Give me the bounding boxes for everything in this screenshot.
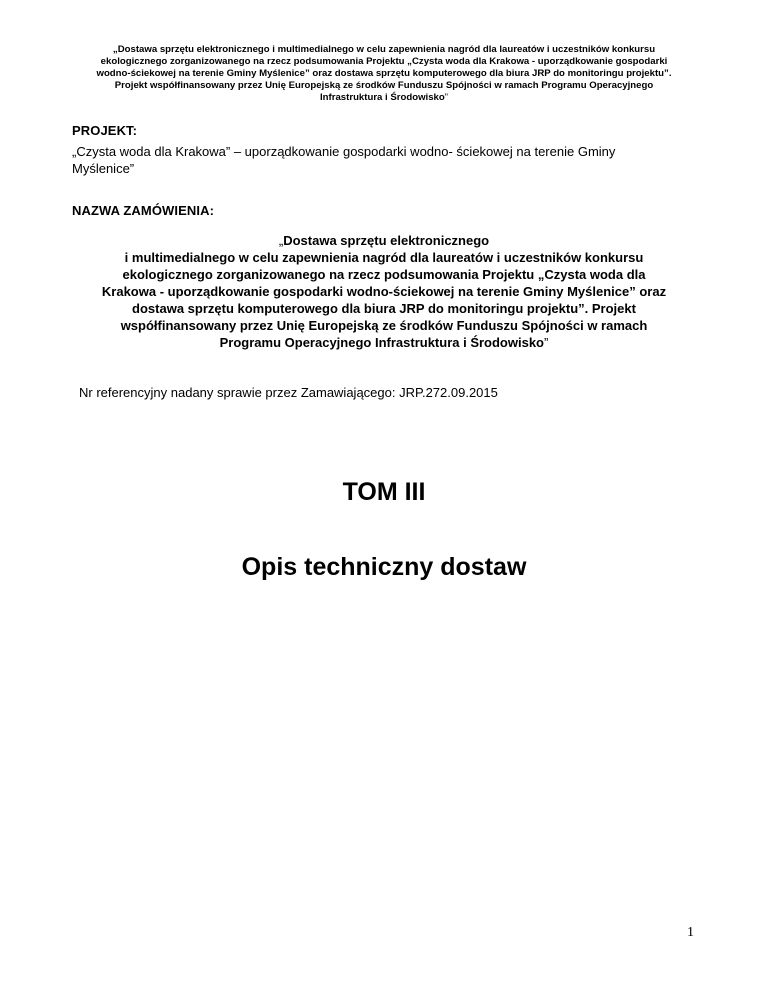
order-title bbox=[58, 232, 710, 351]
page-number: 1 bbox=[687, 925, 694, 940]
order-title-text: Dostawa sprzętu elektronicznego i multimedialnego w celu zapewnienia nagród dla laureatów i uczestników konkursu ekologicznego zorganizowanego na rzecz podsumowania Projektu „Czysta woda dla Krakowa - uporządkowanie gospodarki wodno-ściekowej na terenie Gminy Myślenice” oraz dostawa sprzętu komputerowego dla biura JRP do monitoringu projektu”. Projekt współfinansowany przez Unię Europejską ze środków Funduszu Spójności w ramach Programu Operacyjnego Infrastruktura i Środowisko bbox=[101, 233, 667, 350]
running-header-close-quote: ” bbox=[444, 92, 448, 103]
project-name: „Czysta woda dla Krakowa” – uporządkowanie gospodarki wodno- ściekowej na terenie Gminy Myślenice” bbox=[72, 144, 616, 176]
order-title-close-quote: ” bbox=[544, 335, 549, 350]
project-label: PROJEKT: bbox=[72, 123, 138, 138]
volume-title: TOM III bbox=[342, 478, 426, 506]
order-title-open-quote: „ bbox=[278, 233, 284, 248]
order-name-label: NAZWA ZAMÓWIENIA: bbox=[72, 203, 215, 218]
running-header bbox=[60, 44, 708, 104]
running-header-text: „Dostawa sprzętu elektronicznego i multimedialnego w celu zapewnienia nagród dla laureatów i uczestników konkursu ekologicznego zorganizowanego na rzecz podsumowania Projektu „Czysta woda dla Krakowa - uporządkowanie gospodarki wodno-ściekowej na terenie Gminy Myślenice” oraz dostawa sprzętu komputerowego dla biura JRP do monitoringu projektu”. Projekt współfinansowany przez Unię Europejską ze środków Funduszu Spójności w ramach Programu Operacyjnego Infrastruktura i Środowisko bbox=[96, 44, 672, 103]
volume-subtitle: Opis techniczny dostaw bbox=[241, 553, 527, 581]
reference-number: Nr referencyjny nadany sprawie przez Zamawiającego: JRP.272.09.2015 bbox=[79, 385, 498, 400]
